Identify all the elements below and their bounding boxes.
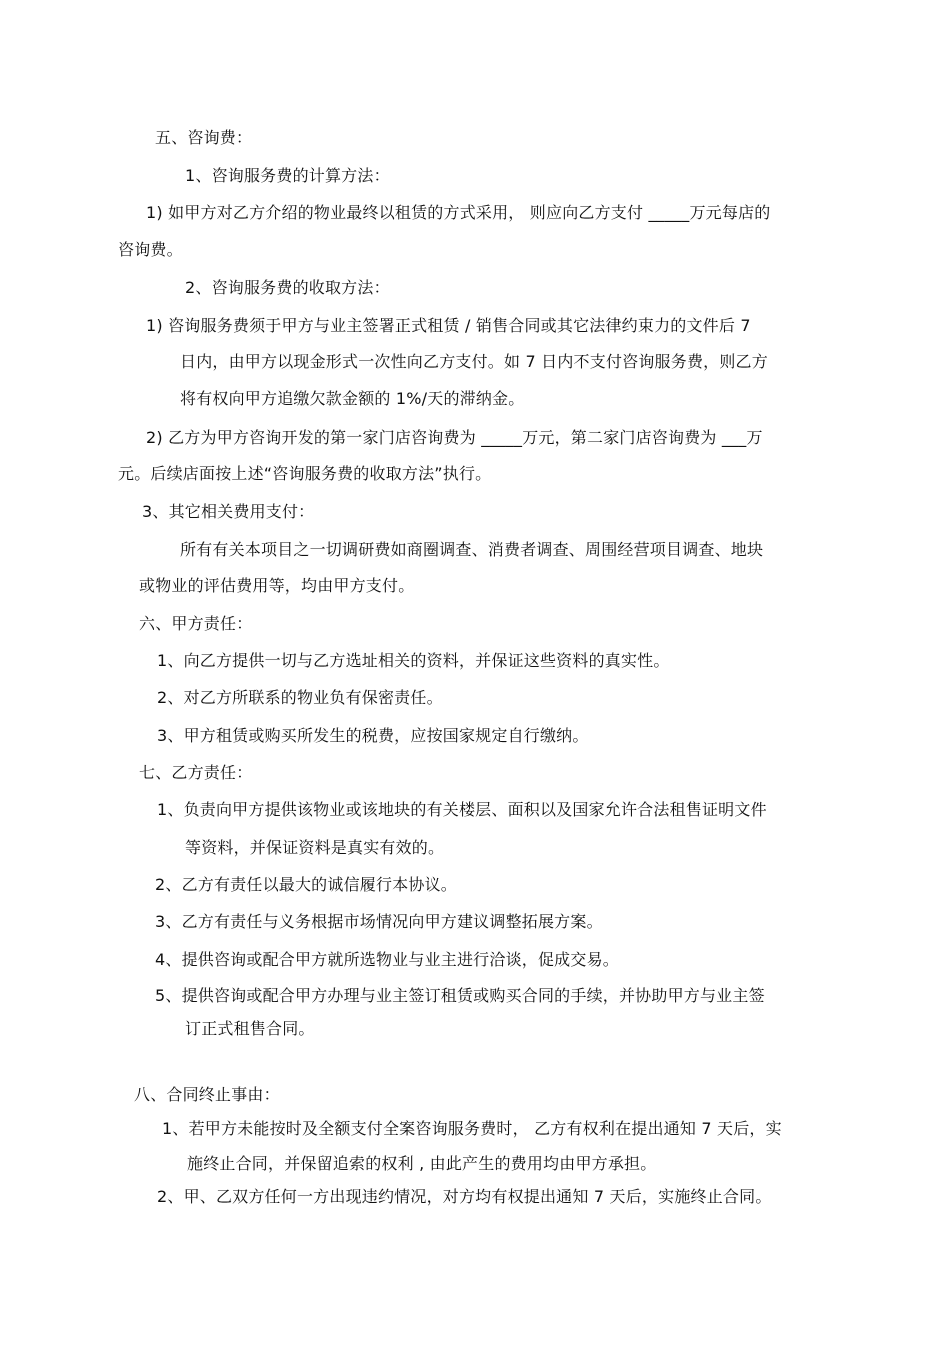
party-a-duty-1: 1、向乙方提供一切与乙方选址相关的资料，并保证这些资料的真实性。 bbox=[157, 651, 670, 670]
party-b-duty-1-cont: 等资料，并保证资料是真实有效的。 bbox=[185, 838, 445, 857]
party-b-duty-3: 3、乙方有责任与义务根据市场情况向甲方建议调整拓展方案。 bbox=[155, 912, 603, 931]
party-b-duty-4: 4、提供咨询或配合甲方就所选物业与业主进行洽谈，促成交易。 bbox=[155, 950, 619, 969]
party-b-duty-2: 2、乙方有责任以最大的诚信履行本协议。 bbox=[155, 875, 457, 894]
termination-2: 2、甲、乙双方任何一方出现违约情况，对方均有权提出通知 7 天后，实施终止合同。 bbox=[157, 1187, 772, 1206]
party-b-duty-5-cont: 订正式租售合同。 bbox=[185, 1019, 315, 1038]
termination-1: 1、若甲方未能按时及全额支付全案咨询服务费时， 乙方有权利在提出通知 7 天后，实 bbox=[162, 1119, 782, 1138]
fee-collection-heading: 2、咨询服务费的收取方法： bbox=[185, 278, 390, 297]
fee-calculation-heading: 1、咨询服务费的计算方法： bbox=[185, 166, 390, 185]
section-5-heading: 五、咨询费： bbox=[155, 128, 253, 147]
fee-collection-item-1-cont-b: 将有权向甲方追缴欠款金额的 1%/天的滞纳金。 bbox=[180, 389, 525, 408]
party-a-duty-2: 2、对乙方所联系的物业负有保密责任。 bbox=[157, 688, 443, 707]
party-a-duty-3: 3、甲方租赁或购买所发生的税费，应按国家规定自行缴纳。 bbox=[157, 726, 589, 745]
fee-collection-item-1: 1) 咨询服务费须于甲方与业主签署正式租赁 / 销售合同或其它法律约束力的文件后 7 bbox=[146, 316, 751, 335]
fee-collection-item-1-cont-a: 日内，由甲方以现金形式一次性向乙方支付。如 7 日内不支付咨询服务费，则乙方 bbox=[180, 352, 768, 371]
section-7-heading: 七、乙方责任： bbox=[139, 763, 253, 782]
fee-collection-item-2: 2) 乙方为甲方咨询开发的第一家门店咨询费为 _____万元，第二家门店咨询费为 ___万 bbox=[146, 428, 763, 447]
fee-calculation-item-1: 1) 如甲方对乙方介绍的物业最终以租赁的方式采用， 则应向乙方支付 _____万元每店的 bbox=[146, 203, 771, 222]
other-fees-text-cont: 或物业的评估费用等，均由甲方支付。 bbox=[139, 576, 415, 595]
party-b-duty-5: 5、提供咨询或配合甲方办理与业主签订租赁或购买合同的手续，并协助甲方与业主签 bbox=[155, 986, 765, 1005]
other-fees-heading: 3、其它相关费用支付： bbox=[142, 502, 315, 521]
section-8-heading: 八、合同终止事由： bbox=[134, 1085, 280, 1104]
fee-collection-item-2-cont: 元。后续店面按上述“咨询服务费的收取方法”执行。 bbox=[118, 464, 492, 483]
termination-1-cont: 施终止合同，并保留追索的权利 , 由此产生的费用均由甲方承担。 bbox=[187, 1154, 657, 1173]
fee-calculation-item-1-cont: 咨询费。 bbox=[118, 240, 183, 259]
section-6-heading: 六、甲方责任： bbox=[139, 614, 253, 633]
party-b-duty-1: 1、负责向甲方提供该物业或该地块的有关楼层、面积以及国家允许合法租售证明文件 bbox=[157, 800, 767, 819]
other-fees-text: 所有有关本项目之一切调研费如商圈调查、消费者调查、周围经营项目调查、地块 bbox=[180, 540, 764, 559]
